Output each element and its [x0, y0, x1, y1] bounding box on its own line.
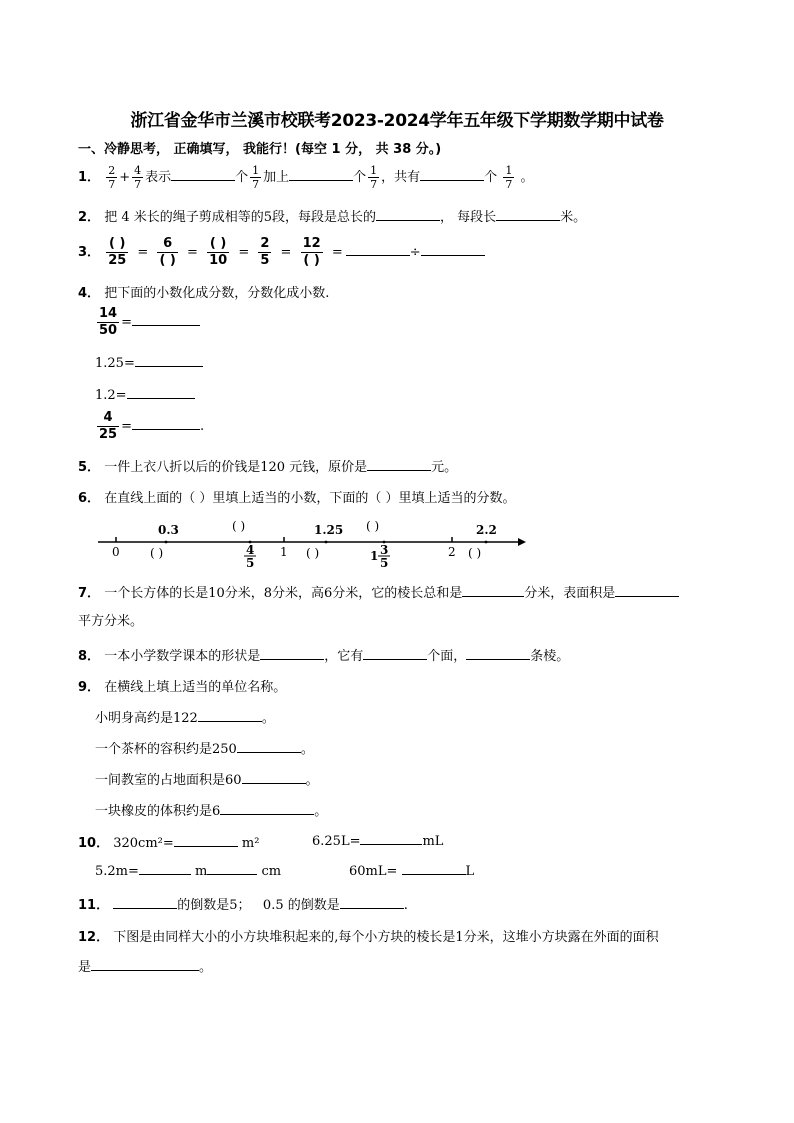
fraction-numerator: 4: [246, 543, 255, 557]
text: 一个茶杯的容积约是250: [95, 742, 237, 757]
text: 一块橡皮的体积约是6: [95, 804, 221, 819]
number-line: [78, 510, 538, 570]
answer-blank[interactable]: [421, 243, 485, 256]
number-line-svg: [78, 510, 538, 570]
text: 。: [314, 804, 328, 819]
label-1: 1: [280, 545, 288, 559]
denominator: ( ): [303, 253, 320, 268]
text: ，它有: [324, 649, 364, 664]
question-4-row-2: [95, 354, 203, 371]
text: 个: [484, 170, 498, 185]
denominator: 7: [505, 178, 513, 191]
answer-blank[interactable]: [466, 647, 530, 660]
answer-blank[interactable]: [289, 168, 353, 181]
label-0-3: 0.3: [158, 523, 179, 537]
text: 个: [353, 170, 367, 185]
question-12: [78, 926, 659, 945]
label-2-2: 2.2: [476, 523, 497, 537]
question-9-row-4: [95, 800, 327, 819]
numerator: 6: [157, 236, 177, 253]
answer-blank[interactable]: [242, 771, 306, 784]
numerator: 4: [134, 164, 142, 177]
fraction: [132, 164, 143, 191]
question-number: 6．: [78, 491, 101, 506]
text: .: [403, 898, 408, 913]
answer-blank[interactable]: [132, 417, 200, 430]
fraction: [301, 236, 323, 269]
numerator: ( ): [106, 236, 128, 253]
text: 条棱。: [530, 649, 570, 664]
question-11: [78, 894, 408, 913]
question-number: 1．: [78, 170, 101, 185]
denominator: 7: [134, 178, 142, 191]
blank-below[interactable]: ( ): [468, 546, 482, 560]
section-heading: 一、冷静思考， 正确填写， 我能行！(每空 1 分， 共 38 分。): [78, 142, 442, 157]
page-title: 浙江省金华市兰溪市校联考2023-2024学年五年级下学期数学期中试卷: [130, 111, 664, 131]
numerator: 2: [108, 164, 116, 177]
label-0: 0: [112, 545, 120, 559]
denominator: 50: [99, 323, 118, 338]
answer-blank[interactable]: [462, 584, 524, 597]
text: 表示: [145, 170, 172, 185]
numerator: 1: [370, 164, 378, 177]
fraction: [97, 410, 119, 443]
question-10-c: [95, 862, 281, 879]
fraction: [106, 164, 117, 191]
text: 1.25=: [95, 356, 135, 371]
text: mL: [422, 834, 444, 849]
numerator: 4: [97, 410, 119, 427]
text: 一间教室的占地面积是60: [95, 773, 242, 788]
text: L: [465, 864, 475, 879]
text: m²: [241, 836, 260, 851]
numerator: 2: [260, 236, 270, 251]
fraction: [258, 236, 271, 269]
question-12-cont: [78, 956, 212, 975]
answer-blank[interactable]: [346, 243, 410, 256]
denominator: ( ): [159, 253, 176, 268]
answer-blank[interactable]: [340, 896, 404, 909]
question-2: [78, 206, 586, 225]
denominator: 10: [209, 253, 228, 268]
numerator: ( ): [207, 236, 229, 253]
text: 。: [300, 742, 314, 757]
text: 小明身高约是122: [95, 711, 198, 726]
question-number: 12．: [78, 930, 110, 945]
question-number: 4．: [78, 286, 101, 301]
text: 是: [78, 960, 92, 975]
text: 下图是由同样大小的小方块堆积起来的,每个小方块的棱长是1分米，这堆小方块露在外面的面积: [113, 930, 659, 945]
answer-blank[interactable]: [139, 862, 191, 875]
answer-blank[interactable]: [198, 709, 262, 722]
text: 。: [305, 773, 319, 788]
blank-above[interactable]: ( ): [232, 519, 246, 533]
text: 把下面的小数化成分数，分数化成小数.: [104, 286, 330, 301]
text: m: [195, 864, 208, 879]
numerator: 12: [302, 236, 321, 251]
label-2: 2: [448, 545, 456, 559]
equals-sign: =: [121, 419, 132, 434]
question-9-row-2: [95, 738, 314, 757]
fraction: [207, 236, 229, 269]
answer-blank[interactable]: [402, 862, 466, 875]
question-10-b: [312, 832, 443, 849]
question-number: 11．: [78, 898, 110, 913]
denominator: 25: [108, 253, 127, 268]
question-6: [78, 487, 515, 506]
question-4-row-3: [95, 386, 195, 403]
question-7-cont: [78, 610, 143, 629]
question-5: [78, 456, 457, 475]
text: cm: [261, 864, 282, 879]
answer-blank[interactable]: [135, 354, 203, 367]
answer-blank[interactable]: [360, 832, 422, 845]
text: 1.2=: [95, 388, 127, 403]
answer-blank[interactable]: [171, 168, 235, 181]
answer-blank[interactable]: [113, 896, 177, 909]
text: 320cm²=: [113, 836, 174, 851]
question-9-row-1: [95, 707, 275, 726]
text: .: [200, 419, 205, 434]
question-number: 7．: [78, 586, 101, 601]
question-number: 5．: [78, 460, 101, 475]
fraction: [157, 236, 177, 269]
text: 一个长方体的长是10分米，8分米，高6分米，它的棱长总和是: [104, 586, 463, 601]
text: 平方分米。: [78, 614, 144, 629]
denominator: 7: [108, 178, 116, 191]
question-number: 9．: [78, 680, 101, 695]
blank-below[interactable]: ( ): [150, 546, 164, 560]
question-9-row-3: [95, 769, 319, 788]
mixed-whole: 1: [370, 549, 379, 563]
denominator: 7: [252, 178, 260, 191]
text: 一件上衣八折以后的价钱是120 元钱，原价是: [104, 460, 368, 475]
text: 。: [261, 711, 275, 726]
blank-below[interactable]: ( ): [306, 546, 320, 560]
question-number: 8．: [78, 649, 101, 664]
answer-blank[interactable]: [363, 647, 427, 660]
answer-blank[interactable]: [220, 802, 314, 815]
fraction: [97, 306, 119, 339]
equals-sign: =: [121, 315, 132, 330]
answer-blank[interactable]: [91, 958, 199, 971]
answer-blank[interactable]: [207, 862, 257, 875]
answer-blank[interactable]: [496, 208, 560, 221]
text: 分米，表面积是: [524, 586, 616, 601]
equals-sign: =: [331, 245, 343, 260]
text: 60mL=: [349, 864, 398, 879]
divide-sign: ÷: [409, 245, 421, 260]
fraction-numerator: 3: [380, 543, 389, 557]
blank-above[interactable]: ( ): [366, 519, 380, 533]
answer-blank[interactable]: [420, 168, 484, 181]
fraction: [368, 164, 379, 191]
denominator: 25: [99, 427, 118, 442]
denominator: 5: [260, 253, 270, 268]
fraction: [106, 236, 128, 269]
answer-blank[interactable]: [132, 313, 200, 326]
point: [485, 541, 488, 544]
text: 个面，: [427, 649, 467, 664]
fraction: [250, 164, 261, 191]
text: 元。: [431, 460, 458, 475]
text: 一本小学数学课本的形状是: [104, 649, 261, 664]
numerator: 14: [99, 306, 118, 321]
denominator: 7: [370, 178, 378, 191]
numerator: 1: [505, 164, 513, 177]
question-10: [78, 832, 259, 851]
question-10-d: [349, 862, 474, 879]
answer-blank[interactable]: [260, 647, 324, 660]
text: ，共有: [381, 170, 421, 185]
point: [165, 541, 168, 544]
text: 在横线上填上适当的单位名称。: [104, 680, 287, 695]
question-7: [78, 582, 679, 601]
fraction-denominator: 5: [246, 556, 255, 570]
answer-blank[interactable]: [376, 208, 440, 221]
label-1-25: 1.25: [314, 523, 344, 537]
fraction-denominator: 5: [380, 556, 389, 570]
equals-sign: =: [137, 245, 149, 260]
equals-sign: =: [280, 245, 292, 260]
text: 把 4 米长的绳子剪成相等的5段，每段是总长的: [104, 210, 376, 225]
question-8: [78, 645, 569, 664]
question-number: 3．: [78, 245, 101, 260]
text: ， 每段长: [440, 210, 497, 225]
text: 个: [235, 170, 249, 185]
equals-sign: =: [187, 245, 198, 260]
text: 的倒数是5；: [177, 898, 251, 913]
answer-blank[interactable]: [174, 834, 238, 847]
question-4-row-1: [95, 306, 200, 339]
answer-blank[interactable]: [127, 386, 195, 399]
text: 5.2m=: [95, 864, 139, 879]
question-4: [78, 282, 329, 301]
answer-blank[interactable]: [615, 584, 679, 597]
text: 米。: [560, 210, 587, 225]
text: 。: [520, 170, 534, 185]
text: 6.25L=: [312, 834, 361, 849]
question-9: [78, 676, 286, 695]
text: 加上: [263, 170, 290, 185]
question-4-row-4: [95, 410, 204, 443]
answer-blank[interactable]: [367, 458, 431, 471]
question-3: [78, 236, 485, 269]
equals-sign: =: [238, 245, 250, 260]
arrow-head: [518, 538, 526, 546]
fraction: [503, 164, 514, 191]
question-number: 10．: [78, 836, 110, 851]
question-1: [78, 164, 533, 191]
numerator: 1: [252, 164, 260, 177]
plus-sign: +: [119, 170, 131, 185]
text: 在直线上面的（ ）里填上适当的小数，下面的（ ）里填上适当的分数。: [104, 491, 516, 506]
text: 0.5 的倒数是: [262, 898, 340, 913]
answer-blank[interactable]: [237, 740, 301, 753]
point: [325, 541, 328, 544]
text: 。: [199, 960, 213, 975]
question-number: 2．: [78, 210, 101, 225]
